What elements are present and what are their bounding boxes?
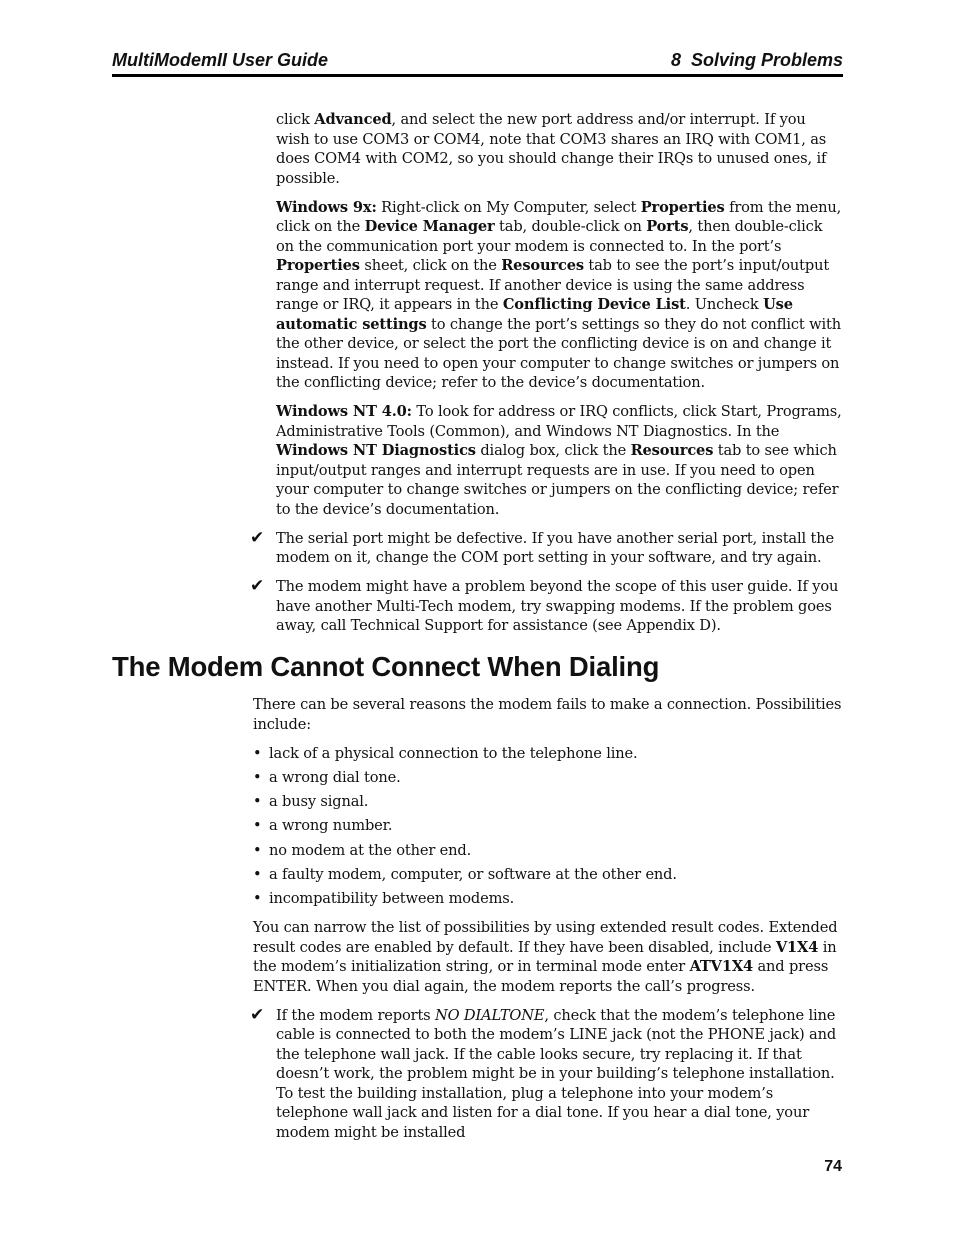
bold-term: Device Manager: [364, 218, 495, 235]
text: no modem at the other end.: [269, 841, 472, 859]
section-content: [250, 695, 843, 1152]
os-label: Windows NT 4.0:: [276, 403, 412, 420]
list-item: [253, 841, 843, 861]
bold-term: Properties: [640, 198, 725, 216]
os-label: Windows 9x:: [276, 198, 377, 216]
text: a busy signal.: [269, 793, 369, 811]
page-number: 74: [824, 1158, 842, 1175]
check-item-modem-problem: [250, 576, 842, 636]
bullet-icon: •: [253, 865, 262, 883]
text: from the menu, click on the: [276, 198, 842, 235]
bullet-icon: •: [253, 890, 262, 908]
bold-term: Resources: [501, 257, 584, 274]
top-content: [250, 110, 842, 645]
text: a faulty modem, computer, or software at the other end.: [269, 865, 677, 883]
command-code: V1X4: [775, 938, 819, 956]
guide-title: MultiModemII User Guide: [112, 50, 329, 70]
text: , then double-click on the communication port your modem is connected to. In the port’s: [276, 218, 823, 255]
check-item-serial-port: [250, 527, 842, 568]
text: . Uncheck: [685, 296, 764, 313]
text: , check that the modem’s telephone line cable is connected to both the modem’s LINE jack (not the PHONE jack) and the telephone wall jack. If the cable looks secure, try replacing it. If that doesn’t work, the problem might be in your building’s telephone installation. To test the building installation, plug a telephone into your modem’s telephone wall jack and listen for a dial tone. If you hear a dial tone, your modem might be installed: [276, 1006, 837, 1141]
text: , and select the new port address and/or interrupt. If you wish to use COM3 or COM4, note that COM3 shares an IRQ with COM1, as does COM4 with COM2, so you should change their IRQs to unused ones, if possible.: [276, 111, 827, 187]
list-item: [253, 768, 843, 788]
text: If the modem reports: [276, 1006, 435, 1024]
check-mark-icon: ✔: [250, 527, 265, 548]
possibilities-list: [253, 744, 843, 909]
text: tab to see which input/output ranges and interrupt requests are in use. If you need to open your computer to change switches or jumpers on the conflicting device; refer to the device’s documentation.: [276, 442, 839, 518]
result-code: NO DIALTONE: [435, 1006, 545, 1024]
list-item: [253, 889, 843, 909]
list-item: [253, 792, 843, 812]
text: tab to see the port’s input/output range and interrupt request. If another device is using the same address range or IRQ, it appears in the: [276, 257, 830, 313]
text: You can narrow the list of possibilities by using extended result codes. Extended result codes are enabled by default. If they have been disabled, include: [253, 919, 838, 956]
paragraph-windows-9x: [276, 198, 842, 393]
check-mark-icon: ✔: [250, 1004, 265, 1025]
bold-term: Properties: [276, 257, 360, 274]
page-header: [112, 50, 843, 77]
section-intro: There can be several reasons the modem fails to make a connection. Possibilities include:: [253, 696, 842, 733]
check-item-no-dialtone: [250, 1004, 843, 1143]
bold-term: Conflicting Device List: [502, 296, 686, 313]
text: To look for address or IRQ conflicts, click Start, Programs, Administrative Tools (Common), and Windows NT Diagnostics. In the: [276, 403, 842, 440]
text: to change the port’s settings so they do not conflict with the other device, or select the port the conflicting device is on and change it instead. If you need to open your computer to change switches or jumpers on the conflicting device; refer to the device’s documentation.: [276, 315, 841, 391]
list-item: [253, 865, 843, 885]
text: The modem might have a problem beyond the scope of this user guide. If you have another Multi-Tech modem, try swapping modems. If the problem goes away, call Technical Support for assistance (see Appendix D).: [276, 578, 839, 634]
bullet-icon: •: [253, 793, 262, 811]
chapter-number: 8: [670, 50, 681, 70]
bullet-icon: •: [253, 817, 262, 835]
paragraph-result-codes: [253, 918, 843, 996]
text: a wrong dial tone.: [269, 768, 401, 786]
bold-term: Advanced: [314, 111, 392, 128]
bullet-icon: •: [253, 768, 262, 786]
section-heading: The Modem Cannot Connect When Dialing: [112, 651, 660, 682]
chapter-heading: [671, 50, 843, 70]
bold-term: Resources: [630, 442, 714, 459]
text: click: [276, 111, 315, 128]
text: and press ENTER. When you dial again, the modem reports the call’s progress.: [253, 958, 829, 995]
text: dialog box, click the: [475, 442, 631, 459]
bullet-icon: •: [253, 841, 262, 859]
bold-term: Ports: [646, 218, 689, 235]
text: in the modem’s initialization string, or in terminal mode enter: [253, 938, 837, 976]
text: a wrong number.: [269, 817, 393, 835]
check-mark-icon: ✔: [250, 576, 265, 596]
text: Right-click on My Computer, select: [376, 198, 641, 216]
list-item: [253, 744, 843, 764]
text: lack of a physical connection to the telephone line.: [269, 744, 638, 762]
command-code: ATV1X4: [689, 958, 754, 976]
text: incompatibility between modems.: [269, 890, 515, 908]
text: The serial port might be defective. If you have another serial port, install the modem on it, change the COM port setting in your software, and try again.: [276, 529, 834, 566]
bullet-icon: •: [253, 744, 262, 762]
text: sheet, click on the: [359, 257, 502, 274]
bold-term: Use automatic settings: [276, 296, 793, 333]
chapter-title: Solving Problems: [690, 50, 843, 70]
bold-term: Windows NT Diagnostics: [276, 442, 476, 459]
text: tab, double-click on: [494, 218, 647, 235]
paragraph-advanced: [276, 110, 842, 188]
paragraph-windows-nt: [276, 402, 842, 519]
list-item: [253, 816, 843, 836]
